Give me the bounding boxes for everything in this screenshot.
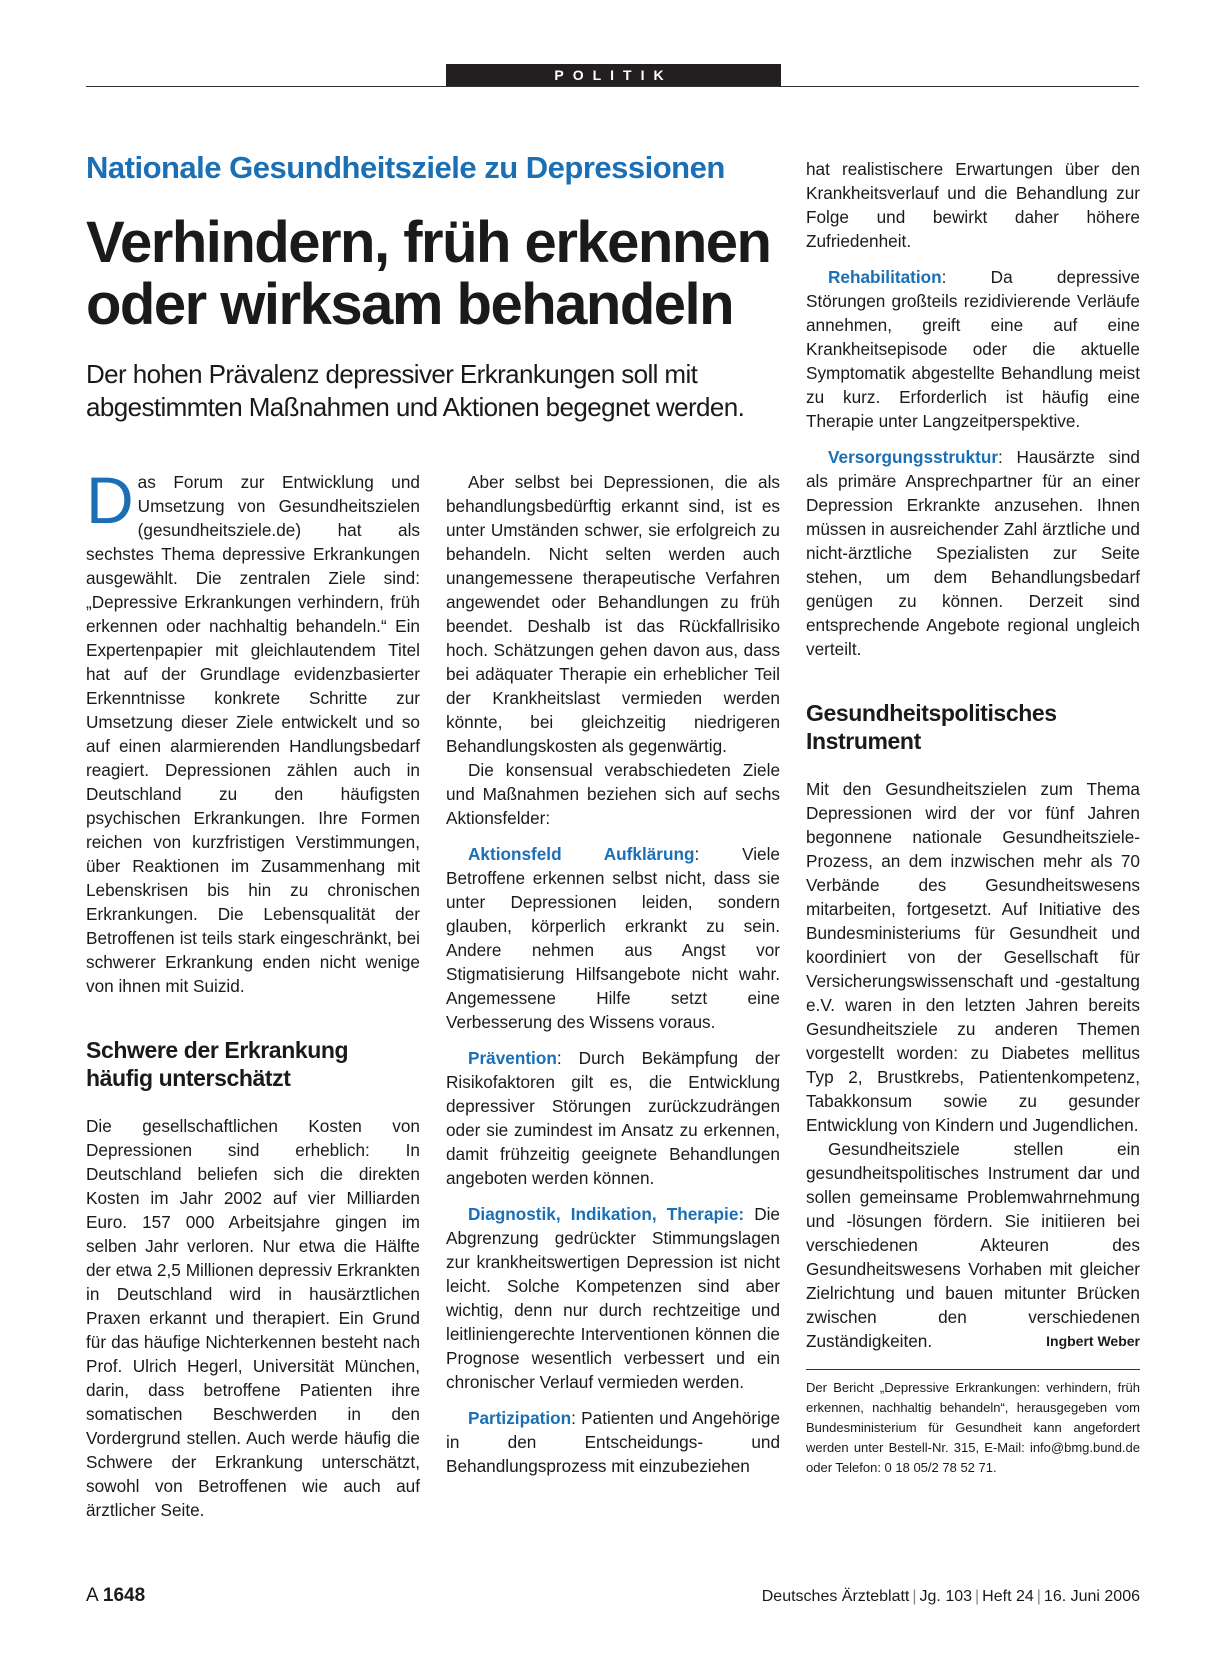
paragraph-instrument-2: [806, 1137, 1140, 1353]
field-versorgungsstruktur: [806, 445, 1140, 661]
field-rehabilitation: [806, 265, 1140, 433]
column-3: [806, 157, 1140, 1478]
separator: |: [975, 1588, 980, 1605]
field-text: : Hausärzte sind als primäre Ansprechpartner für an einer Depression Erkrankte anzusehen. Ihnen müssen in ausreichender Zahl ärztliche und nicht-ärztliche Spezialisten zur Seite stehen, um dem Behandlungsbedarf genügen zu können. Derzeit sind entsprechende Angebote regional ungleich verteilt.: [806, 447, 1140, 659]
field-text: : Da depressive Störungen großteils rezidivierende Verläufe annehmen, greift eine auf eine Krankheitsepisode oder die aktuelle Symptomatik abgestellte Behandlung meist zu kurz. Erforderlich ist häufig eine Therapie unter Langzeitperspektive.: [806, 267, 1140, 431]
field-keyword: Rehabilitation: [828, 267, 942, 287]
field-keyword: Partizipation: [468, 1408, 572, 1428]
field-text: : Patienten und Angehörige in den Entscheidungs- und Behandlungsprozess mit einzubeziehen: [446, 1408, 780, 1476]
author-byline: Ingbert Weber: [1046, 1333, 1140, 1349]
field-partizipation: [446, 1406, 780, 1478]
paragraph-treatment: Aber selbst bei Depressionen, die als behandlungsbedürftig erkannt sind, ist es unter Umständen schwer, sie erfolgreich zu behandeln. Nicht selten werden auch unangemessene therapeutische Verfahren angewendet oder Behandlungen zu früh beendet. Deshalb ist das Rückfallrisiko hoch. Schätzungen gehen davon aus, dass bei adäquater Therapie ein erheblicher Teil der Krankheitslast vermieden werden könnte, bei gleichzeitig niedrigeren Behandlungskosten als gegenwärtig.: [446, 472, 780, 756]
field-text: Die Abgrenzung gedrückter Stimmungslagen zur krankheitswertigen Depression ist nicht leicht. Solche Kompetenzen sind aber wichtig, denn nur durch rechtzeitige und leitliniengerechte Interventionen können die Prognose wesentlich verbessert und ein chronischer Verlauf vermieden werden.: [446, 1204, 780, 1392]
paragraph-instrument-2-text: Gesundheitsziele stellen ein gesundheitspolitisches Instrument dar und sollen gemeinsame Problemwahrnehmung und -lösungen fördern. Sie initiieren bei verschiedenen Akteuren des Gesundheitswesens Vorhaben mit gleicher Zielrichtung und bauen mitunter Brücken zwischen den verschiedenen Zuständigkeiten.: [806, 1139, 1140, 1351]
top-rule: [86, 86, 1139, 87]
page-number-value: 1648: [102, 1585, 146, 1606]
note-rule: [806, 1369, 1140, 1370]
page-number: [86, 1585, 145, 1607]
info-note: Der Bericht „Depressive Erkrankungen: verhindern, früh erkennen, nachhaltig behandeln“, herausgegeben vom Bundesministerium für Gesundheit kann angefordert werden unter Bestell-Nr. 315, E-Mail: info@bmg.bund.de oder Telefon: 0 18 05/2 78 52 71.: [806, 1380, 1140, 1475]
page-prefix: A: [86, 1585, 98, 1606]
field-keyword: Prävention: [468, 1048, 557, 1068]
field-keyword: Aktionsfeld Aufklärung: [468, 844, 695, 864]
journal-issue: Heft 24: [982, 1588, 1034, 1605]
article-kicker: Nationale Gesundheitsziele zu Depressionen: [86, 150, 725, 185]
article-headline: Verhindern, früh erkennen oder wirksam behandeln: [86, 210, 771, 337]
journal-info: [762, 1588, 1140, 1606]
field-aufklaerung: [446, 842, 780, 1034]
field-keyword: Versorgungsstruktur: [828, 447, 999, 467]
paragraph-costs: Die gesellschaftlichen Kosten von Depressionen sind erheblich: In Deutschland beliefen sich die direkten Kosten im Jahr 2002 auf vier Milliarden Euro. 157 000 Arbeitsjahre gingen im selben Jahr verloren. Nur etwa die Hälfte der etwa 2,5 Millionen depressiv Erkrankten in Deutschland wird in hausärztlichen Praxen erkannt und therapiert. Ein Grund für das häufige Nichterkennen besteht nach Prof. Ulrich Hegerl, Universität München, darin, dass betroffene Patienten ihre somatischen Beschwerden in den Vordergrund stellen. Auch werde häufig die Schwere der Erkrankung unterschätzt, sowohl von Betroffenen wie auch auf ärztlicher Seite.: [86, 1116, 420, 1520]
paragraph-fields-intro: Die konsensual verabschiedeten Ziele und Maßnahmen beziehen sich auf sechs Aktionsfelder:: [446, 760, 780, 828]
drop-cap: D: [86, 463, 134, 537]
separator: |: [1036, 1588, 1041, 1605]
journal-volume: Jg. 103: [919, 1588, 973, 1605]
paragraph-instrument-1: Mit den Gesundheitszielen zum Thema Depressionen wird der vor fünf Jahren begonnene nationale Gesundheitsziele-Prozess, an dem inzwischen mehr als 70 Verbände des Gesundheitswesens mitarbeiten, fortgesetzt. Auf Initiative des Bundesministeriums für Gesundheit und koordiniert von der Gesellschaft für Versicherungswissenschaft und -gestaltung e.V. waren in den letzten Jahren bereits Gesundheitsziele zu anderen Themen vorgestellt worden: zu Diabetes mellitus Typ 2, Brustkrebs, Patientenkompetenz, Tabakkonsum sowie zu gesunder Entwicklung von Kindern und Jugendlichen.: [806, 779, 1140, 1135]
journal-date: 16. Juni 2006: [1043, 1588, 1140, 1605]
field-text: : Viele Betroffene erkennen selbst nicht, dass sie unter Depressionen leiden, sondern glauben, körperlich erkrankt zu sein. Andere nehmen aus Angst vor Stigmatisierung Hilfsangebote nicht wahr. Angemessene Hilfe setzt eine Verbesserung des Wissens voraus.: [446, 844, 780, 1032]
field-diagnostik: [446, 1202, 780, 1394]
article-deck: Der hohen Prävalenz depressiver Erkrankungen soll mit abgestimmten Maßnahmen und Aktionen begegnet werden.: [86, 359, 745, 422]
section-label: POLITIK: [446, 64, 781, 86]
separator: |: [912, 1588, 917, 1605]
field-text: : Durch Bekämpfung der Risikofaktoren gilt es, die Entwicklung depressiver Störungen zurückzudrängen oder sie zumindest im Ansatz zu erkennen, damit frühzeitig geeignete Behandlungen angeboten werden können.: [446, 1048, 780, 1188]
partizipation-continued: hat realistischere Erwartungen über den Krankheitsverlauf und die Behandlung zur Folge und bewirkt daher höhere Zufriedenheit.: [806, 159, 1140, 251]
journal-name: Deutsches Ärzteblatt: [761, 1588, 910, 1605]
intro-text: as Forum zur Entwicklung und Umsetzung von Gesundheitszielen (gesundheitsziele.de) hat als sechstes Thema depressive Erkrankungen ausgewählt. Die zentralen Ziele sind: „Depressive Erkrankungen verhindern, früh erkennen oder nachhaltig behandeln.“ Ein Expertenpapier mit gleichlautendem Titel hat auf der Grundlage evidenzbasierter Erkenntnisse konkrete Schritte zur Umsetzung dieser Ziele entwickelt und so auf einen alarmierenden Handlungsbedarf reagiert. Depressionen zählen auch in Deutschland zu den häufigsten psychischen Erkrankungen. Ihre Formen reichen von kurzfristigen Verstimmungen, über Reaktionen im Zusammenhang mit Lebenskrisen bis hin zu chronischen Erkrankungen. Die Lebensqualität der Betroffenen ist teils stark eingeschränkt, bei schwerer Erkrankung enden nicht wenige von ihnen mit Suizid.: [86, 472, 420, 996]
column-1: [86, 463, 420, 1522]
column-2: [446, 470, 780, 1478]
field-praevention: [446, 1046, 780, 1190]
subhead-instrument: Gesundheitspolitisches Instrument: [806, 700, 1057, 754]
subhead-schwere: Schwere der Erkrankung häufig unterschätzt: [86, 1037, 349, 1091]
intro-paragraph: [86, 463, 420, 998]
field-keyword: Diagnostik, Indikation, Therapie:: [468, 1204, 745, 1224]
